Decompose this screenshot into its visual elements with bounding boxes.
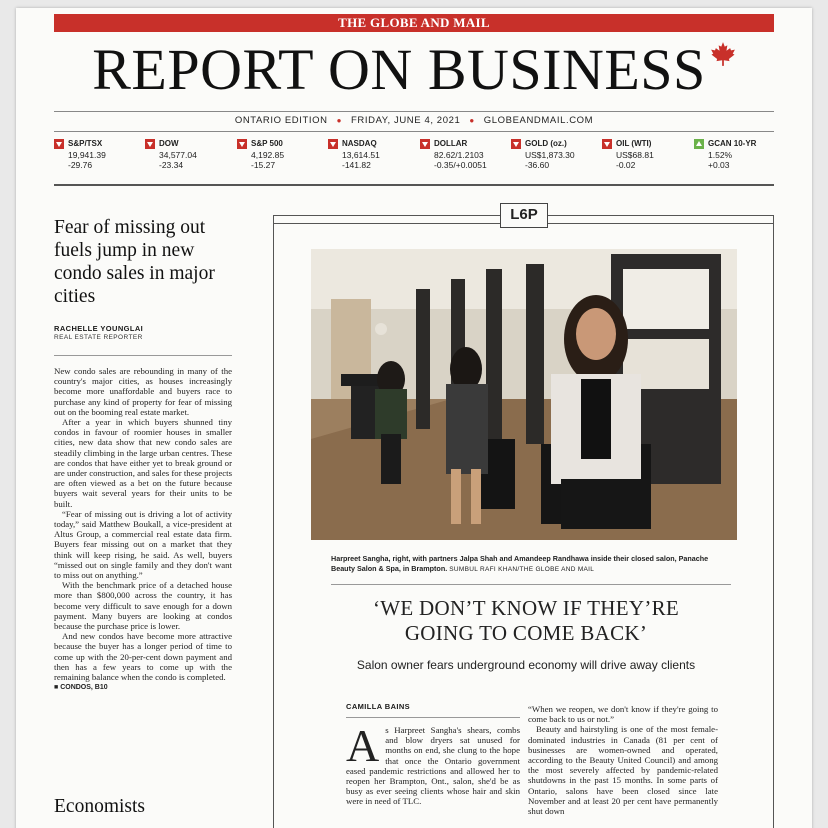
down-arrow-icon (54, 139, 64, 149)
up-arrow-icon (694, 139, 704, 149)
salon-photo (311, 249, 737, 540)
ticker-rule (54, 184, 774, 186)
ticker-name: S&P/TSX (68, 139, 103, 148)
bullet-icon: ● (469, 116, 475, 125)
left-paragraph: With the benchmark price of a detached house more than $800,000 across the country, it has become very difficult to save enough for a down payment. Many buyers are looking at condos because the purchase price is lower. (54, 580, 232, 632)
section-title-text: REPORT ON BUSINESS (92, 37, 706, 102)
edition-rule (54, 131, 774, 132)
feature-deck: Salon owner fears underground economy will drive away clients (356, 658, 696, 672)
feature-byline-rule (346, 717, 520, 718)
down-arrow-icon (237, 139, 247, 149)
feature-column-1-text: s Harpreet Sangha's shears, combs and blow dryers sat unused for months on end, she clung to the hope that once the Ontario government eased pandemic restrictions and allowed her to reopen her Brampton, Ont., salon, she'd be as busy as ever seeing clients whose hair and skin were in need of TLC. (346, 725, 520, 807)
ticker-name: GCAN 10-YR (708, 139, 757, 148)
ticker-value: 13,614.51 (342, 150, 380, 160)
ticker-name: DOW (159, 139, 179, 148)
ticker-value: 82.62/1.2103 (434, 150, 484, 160)
caption-text: Harpreet Sangha, right, with partners Jalpa Shah and Amandeep Randhawa inside their closed salon, Panache Beauty Salon & Spa, in Brampton. (331, 554, 709, 573)
ticker-value: US$1,873.30 (525, 150, 575, 160)
ticker-value: 34,577.04 (159, 150, 197, 160)
ticker-change: -29.76 (68, 160, 93, 170)
salon-photo-graphic (311, 249, 737, 540)
down-arrow-icon (420, 139, 430, 149)
left-paragraph: And new condos have become more attractive because the buyer has a longer period of time to come up with the 20-per-cent down payment and then has a few years to come up with the remaining balance when the condo is completed. (54, 631, 232, 683)
jump-square-icon: ■ (54, 684, 61, 692)
left-paragraph: New condo sales are rebounding in many of the country's major cities, as houses increasingly become more unaffordable and buyers race to purchase any kind of property for fear of missing out on the booming real estate market. (54, 366, 232, 417)
ticker-name: NASDAQ (342, 139, 377, 148)
section-title (16, 38, 812, 102)
left-story (54, 216, 232, 694)
photo-caption (331, 554, 731, 575)
ticker-change: -141.82 (342, 160, 371, 170)
left-paragraph: After a year in which buyers shunned tiny condos in favour of roomier houses in smaller cities, new data show that new condo sales are steadily climbing in the large urban centres. These are condos that have either yet to break ground or are under construction, and sales for these projects are often viewed as a bet on the future because buyers wait several years for their units to be built. (54, 417, 232, 509)
down-arrow-icon (602, 139, 612, 149)
jump-link[interactable] (54, 683, 232, 693)
photo-credit: SUMBUL RAFI KHAN/THE GLOBE AND MAIL (449, 566, 595, 573)
ticker-change: -0.02 (616, 160, 636, 170)
left-byline: RACHELLE YOUNGLAI (54, 324, 144, 333)
left-paragraph: “Fear of missing out is driving a lot of activity today,” said Matthew Boukall, a vice-president at Altus Group, a commercial real estate data firm. Buyers fear missing out on a market that they think will keep rising, he said. As well, buyers “missed out on single family and they don't want to miss out on anything.” (54, 508, 232, 581)
edition-line (16, 115, 812, 126)
jump-label: CONDOS, B10 (60, 684, 108, 692)
ticker-value: 1.52% (708, 150, 733, 160)
left-headline[interactable]: Fear of missing out fuels jump in new condo sales in major cities (54, 217, 215, 307)
page-badge: L6P (500, 203, 548, 228)
feature-paragraph: “When we reopen, we don't know if they're going to come back to us or not.” (528, 704, 718, 725)
ticker-change: -23.34 (159, 160, 184, 170)
ticker-change: -36.60 (525, 160, 550, 170)
edition-date: FRIDAY, JUNE 4, 2021 (351, 115, 461, 126)
drop-cap: A (346, 720, 380, 771)
left-byline-role: REAL ESTATE REPORTER (54, 334, 143, 341)
feature-byline: CAMILLA BAINS (346, 702, 411, 711)
ticker-name: DOLLAR (434, 139, 468, 148)
newspaper-page (16, 8, 812, 828)
caption-rule (331, 584, 731, 585)
edition-site: GLOBEANDMAIL.COM (483, 115, 594, 126)
feature-column-2 (528, 704, 718, 816)
market-ticker (54, 138, 774, 178)
ticker-name: OIL (WTI) (616, 139, 652, 148)
ticker-value: 4,192.85 (251, 150, 285, 160)
feature-column-1 (346, 720, 520, 807)
bullet-icon: ● (336, 116, 343, 125)
ticker-value: US$68.81 (616, 150, 654, 160)
ticker-change: -15.27 (251, 160, 276, 170)
down-arrow-icon (145, 139, 155, 149)
feature-headline-line: GOING TO COME BACK’ (404, 621, 648, 645)
feature-paragraph: Beauty and hairstyling is one of the most female-dominated industries in Canada (81 per cent of businesses are women-owned and operated, according to the Beauty United Council) and among the most severely affected by pandemic-related shutdowns in the past 15 months. In some parts of Ontario, salons have been closed since late November and at least 20 per cent have permanently shut down (528, 724, 718, 817)
masthead-rule (54, 111, 774, 112)
feature-headline[interactable] (306, 596, 746, 646)
ticker-name: GOLD (oz.) (525, 139, 567, 148)
edition-name: ONTARIO EDITION (234, 115, 328, 126)
maple-leaf-icon (710, 41, 736, 67)
ticker-value: 19,941.39 (68, 150, 106, 160)
left-rule (54, 355, 232, 356)
down-arrow-icon (328, 139, 338, 149)
down-arrow-icon (511, 139, 521, 149)
ticker-change: +0.03 (708, 160, 730, 170)
next-headline[interactable]: Economists (54, 796, 145, 817)
brand-band: THE GLOBE AND MAIL (54, 14, 774, 32)
ticker-name: S&P 500 (251, 139, 283, 148)
ticker-change: -0.35/+0.0051 (434, 160, 487, 170)
feature-headline-line: ‘WE DON’T KNOW IF THEY’RE (372, 596, 680, 620)
left-body (54, 366, 232, 694)
